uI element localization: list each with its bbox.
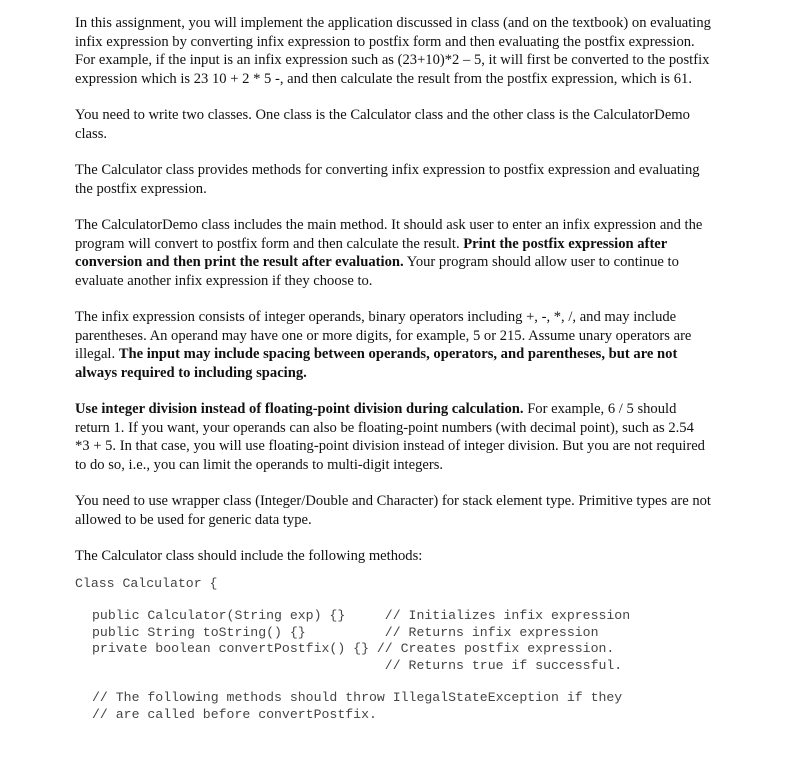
demo-class-paragraph — [75, 216, 711, 290]
division-paragraph — [75, 400, 711, 474]
two-classes-paragraph: You need to write two classes. One class is the Calculator class and the other class is the CalculatorDemo class. — [75, 107, 690, 142]
operands-text: The infix expression consists of integer operands, binary operators including +, -, *, /, and may include parentheses. An operand may have one or more digits, for example, 5 or 215. Assume unary operators are illegal. — [75, 309, 692, 362]
division-details-text: For example, 6 / 5 should return 1. If you want, your operands can also be floating-point numbers (with decimal point), such as 2.54 *3 + 5. In that case, you will use floating-point division instead of integer division. But you are not required to do so, i.e., you can limit the operands to multi-digit integers. — [75, 401, 705, 473]
spacing-requirement-bold: The input may include spacing between operands, operators, and parentheses, but are not always required to including spacing. — [75, 346, 678, 381]
infix-expression-paragraph — [75, 308, 711, 382]
continue-text: Your program should allow user to continue to evaluate another infix expression if they choose to. — [75, 254, 679, 289]
intro-paragraph: In this assignment, you will implement the application discussed in class (and on the textbook) on evaluating infix expression by converting infix expression to postfix form and then evaluating the postfix expression. For example, if the input is an infix expression such as (23+10)*2 – 5, it will first be converted to the postfix expression which is 23 10 + 2 * 5 -, and then calculate the result from the postfix expression, which is 61. — [75, 15, 711, 87]
method-signatures-code: public Calculator(String exp) {} // Initializes infix expression public String toString() {} // Returns infix expression private boolean convertPostfix() {} // Creates postfix expression. // Returns true if successful. — [92, 608, 631, 673]
wrapper-class-paragraph: You need to use wrapper class (Integer/Double and Character) for stack element type. Primitive types are not allowed to be used for generic data type. — [75, 493, 711, 528]
print-requirement-bold: Print the postfix expression after conversion and then print the result after evaluation. — [75, 235, 667, 270]
methods-intro-paragraph: The Calculator class should include the following methods: — [75, 548, 423, 564]
integer-division-bold: Use integer division instead of floating-point division during calculation. — [75, 401, 524, 417]
calculator-class-paragraph: The Calculator class provides methods for converting infix expression to postfix expression and evaluating the postfix expression. — [75, 162, 700, 197]
assignment-document — [75, 14, 711, 724]
class-header-code: Class Calculator { — [75, 575, 218, 591]
exception-comments-code: // The following methods should throw IllegalStateException if they // are called before convertPostfix. — [92, 690, 623, 723]
demo-class-text: The CalculatorDemo class includes the main method. It should ask user to enter an infix expression and the program will convert to postfix form and then calculate the result. — [75, 217, 703, 252]
